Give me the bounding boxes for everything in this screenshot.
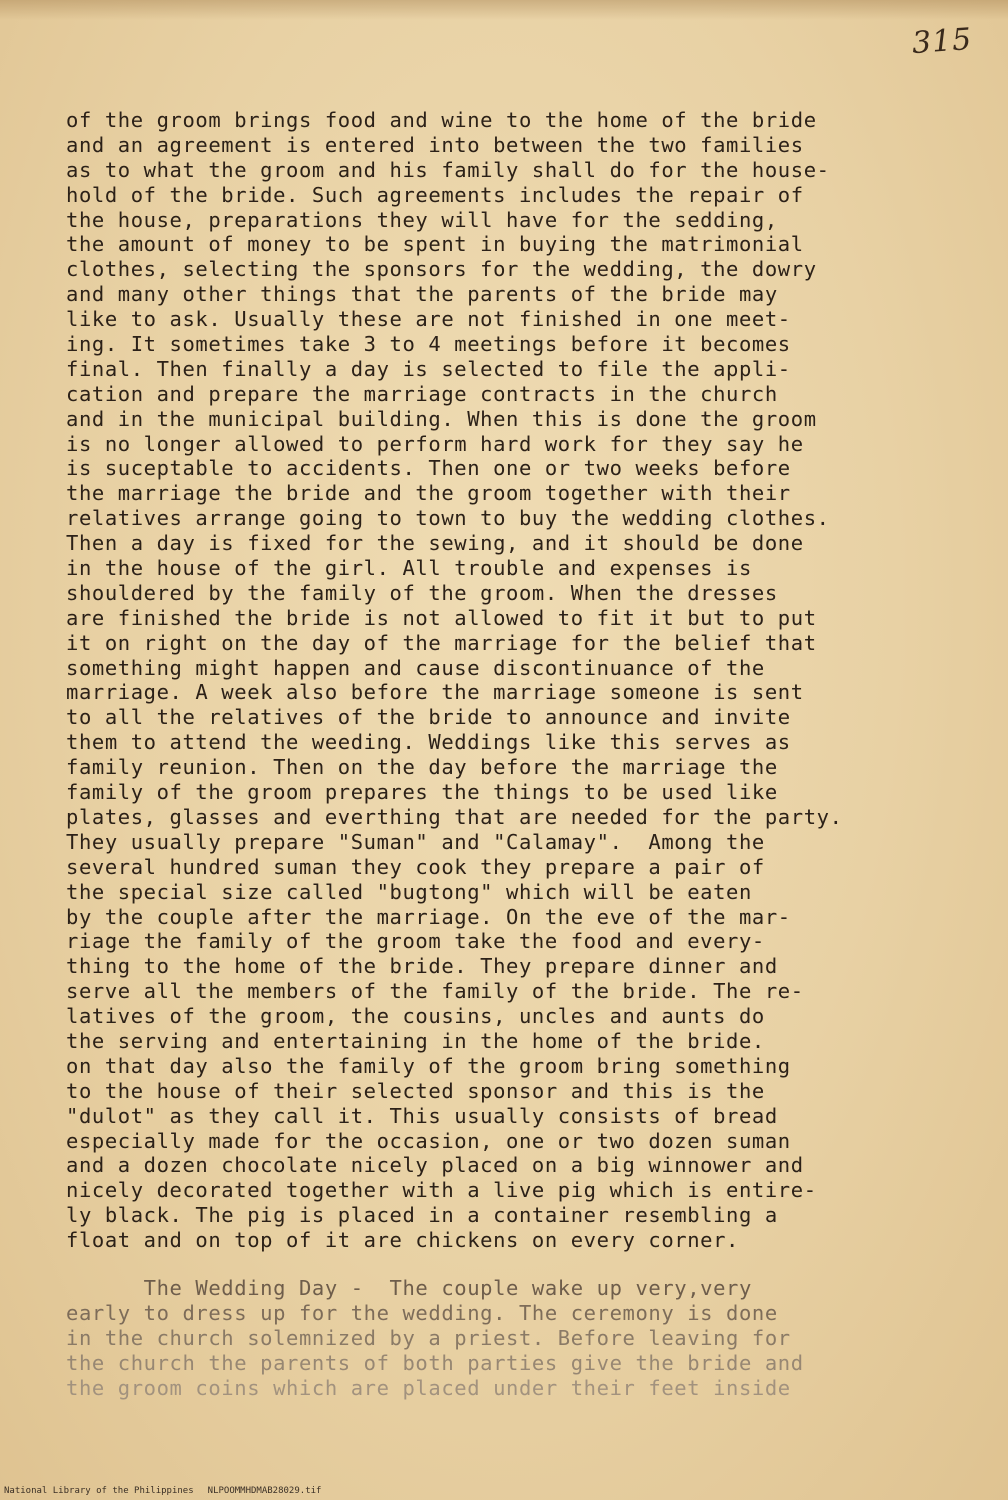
body-line: the amount of money to be spent in buying the matrimonial bbox=[66, 232, 804, 257]
body-line: shouldered by the family of the groom. When the dresses bbox=[66, 580, 778, 605]
body-line: on that day also the family of the groom bring something bbox=[66, 1053, 791, 1078]
scan-footer bbox=[4, 1486, 335, 1496]
body-line: cation and prepare the marriage contracts in the church bbox=[66, 381, 778, 406]
footer-file-id: NLPOOMMHDMAB28029.tif bbox=[207, 1486, 322, 1496]
body-line: it on right on the day of the marriage for the belief that bbox=[66, 630, 817, 655]
body-line: is suceptable to accidents. Then one or two weeks before bbox=[66, 456, 791, 481]
body-line: in the house of the girl. All trouble and expenses is bbox=[66, 556, 752, 581]
body-line: the special size called "bugtong" which will be eaten bbox=[66, 879, 752, 904]
body-line: and an agreement is entered into between the two families bbox=[66, 132, 804, 157]
body-line: of the groom brings food and wine to the home of the bride bbox=[66, 108, 817, 132]
body-text-block bbox=[66, 108, 966, 1253]
body-line: to all the relatives of the bride to announce and invite bbox=[66, 705, 791, 730]
body-line: ing. It sometimes take 3 to 4 meetings before it becomes bbox=[66, 332, 791, 357]
paper-edge-shadow bbox=[0, 0, 1008, 20]
body-line: is no longer allowed to perform hard work for they say he bbox=[66, 431, 804, 456]
footer-library: National Library of the Philippines bbox=[4, 1486, 194, 1496]
body-line: marriage. A week also before the marriage someone is sent bbox=[66, 680, 804, 705]
body-line: plates, glasses and everthing that are needed for the party. bbox=[66, 804, 843, 829]
body-line: several hundred suman they cook they prepare a pair of bbox=[66, 854, 765, 879]
body-line: family reunion. Then on the day before the marriage the bbox=[66, 755, 778, 780]
wedding-day-section bbox=[66, 1276, 966, 1400]
body-line: the serving and entertaining in the home of the bride. bbox=[66, 1028, 765, 1053]
body-line: ly black. The pig is placed in a container resembling a bbox=[66, 1203, 778, 1228]
body-line: them to attend the weeding. Weddings like this serves as bbox=[66, 730, 791, 755]
body-line: and in the municipal building. When this is done the groom bbox=[66, 406, 817, 431]
section-line: the church the parents of both parties give the bride and bbox=[66, 1350, 804, 1375]
body-line: something might happen and cause discontinuance of the bbox=[66, 655, 765, 680]
section-line: early to dress up for the wedding. The ceremony is done bbox=[66, 1300, 778, 1325]
body-line: are finished the bride is not allowed to fit it but to put bbox=[66, 605, 817, 630]
body-line: "dulot" as they call it. This usually consists of bread bbox=[66, 1103, 778, 1128]
body-line: clothes, selecting the sponsors for the wedding, the dowry bbox=[66, 257, 817, 282]
body-line: They usually prepare "Suman" and "Calamay". Among the bbox=[66, 829, 765, 854]
section-heading-line: The Wedding Day - The couple wake up very,very bbox=[66, 1276, 752, 1300]
body-line: thing to the home of the bride. They prepare dinner and bbox=[66, 954, 778, 979]
body-line: especially made for the occasion, one or two dozen suman bbox=[66, 1128, 791, 1153]
body-line: as to what the groom and his family shall do for the house- bbox=[66, 157, 830, 182]
body-line: and many other things that the parents of the bride may bbox=[66, 282, 778, 307]
body-line: by the couple after the marriage. On the eve of the mar- bbox=[66, 904, 791, 929]
body-line: the house, preparations they will have for the sedding, bbox=[66, 207, 778, 232]
body-line: hold of the bride. Such agreements includes the repair of bbox=[66, 182, 804, 207]
section-line: in the church solemnized by a priest. Before leaving for bbox=[66, 1325, 791, 1350]
body-line: to the house of their selected sponsor and this is the bbox=[66, 1078, 765, 1103]
body-line: and a dozen chocolate nicely placed on a big winnower and bbox=[66, 1153, 804, 1178]
body-line: like to ask. Usually these are not finished in one meet- bbox=[66, 307, 791, 332]
body-line: family of the groom prepares the things to be used like bbox=[66, 780, 778, 805]
body-line: relatives arrange going to town to buy the wedding clothes. bbox=[66, 506, 830, 531]
body-line: riage the family of the groom take the food and every- bbox=[66, 929, 765, 954]
body-line: nicely decorated together with a live pig which is entire- bbox=[66, 1178, 817, 1203]
body-line: latives of the groom, the cousins, uncles and aunts do bbox=[66, 1004, 765, 1029]
body-line: the marriage the bride and the groom together with their bbox=[66, 481, 791, 506]
body-line: final. Then finally a day is selected to file the appli- bbox=[66, 356, 791, 381]
body-line: float and on top of it are chickens on every corner. bbox=[66, 1228, 739, 1253]
body-line: serve all the members of the family of the bride. The re- bbox=[66, 979, 804, 1004]
body-line: Then a day is fixed for the sewing, and it should be done bbox=[66, 531, 804, 556]
handwritten-page-number: 315 bbox=[910, 21, 974, 62]
section-line: the groom coins which are placed under their feet inside bbox=[66, 1375, 791, 1400]
